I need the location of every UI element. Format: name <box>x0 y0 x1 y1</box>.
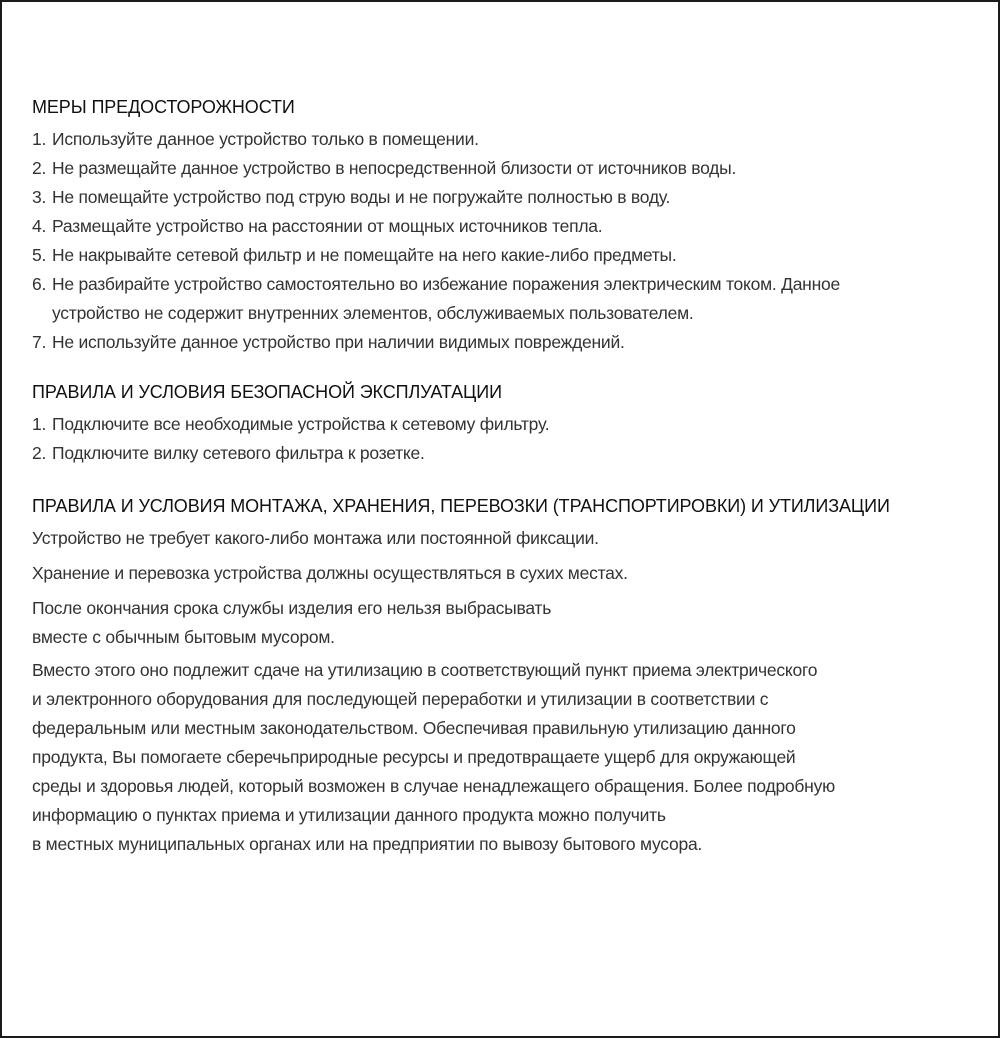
item-number: 3. <box>32 187 47 207</box>
item-text: Используйте данное устройство только в помещении. <box>52 129 479 149</box>
item-text: Не используйте данное устройство при наличии видимых повреждений. <box>52 332 625 352</box>
item-text: Размещайте устройство на расстоянии от мощных источников тепла. <box>52 216 603 236</box>
paragraph <box>32 594 972 652</box>
section-title: МЕРЫ ПРЕДОСТОРОЖНОСТИ <box>32 97 295 117</box>
list-item <box>32 125 972 154</box>
paragraph-line: информацию о пунктах приема и утилизации данного продукта можно получить <box>32 805 666 825</box>
list-item <box>32 183 972 212</box>
item-text: Подключите вилку сетевого фильтра к розетке. <box>52 443 425 463</box>
paragraph <box>32 656 972 859</box>
paragraph-line: вместе с обычным бытовым мусором. <box>32 627 335 647</box>
paragraph-line: федеральным или местным законодательством. Обеспечивая правильную утилизацию данного <box>32 718 796 738</box>
section-title: ПРАВИЛА И УСЛОВИЯ МОНТАЖА, ХРАНЕНИЯ, ПЕРЕВОЗКИ (ТРАНСПОРТИРОВКИ) И УТИЛИЗАЦИИ <box>32 496 890 516</box>
paragraph-line: среды и здоровья людей, который возможен в случае ненадлежащего обращения. Более подробную <box>32 776 835 796</box>
operation-list <box>32 410 972 468</box>
paragraph-line: продукта, Вы помогаете сберечьприродные ресурсы и предотвращаете ущерб для окружающей <box>32 747 796 767</box>
paragraph: Устройство не требует какого-либо монтажа или постоянной фиксации. <box>32 528 599 548</box>
precautions-section <box>32 93 972 357</box>
paragraph: Хранение и перевозка устройства должны осуществляться в сухих местах. <box>32 563 628 583</box>
item-number: 4. <box>32 216 47 236</box>
list-item <box>32 328 972 357</box>
section-title: ПРАВИЛА И УСЛОВИЯ БЕЗОПАСНОЙ ЭКСПЛУАТАЦИИ <box>32 382 502 402</box>
paragraph-line: в местных муниципальных органах или на предприятии по вывозу бытового мусора. <box>32 834 703 854</box>
item-number: 6. <box>32 274 47 294</box>
list-item <box>32 410 972 439</box>
document-content <box>32 93 972 865</box>
installation-storage-disposal-section <box>32 492 972 859</box>
item-number: 7. <box>32 332 47 352</box>
list-item <box>32 212 972 241</box>
list-item <box>32 270 842 328</box>
item-number: 2. <box>32 158 47 178</box>
paragraph-line: Вместо этого оно подлежит сдаче на утилизацию в соответствующий пункт приема электрического <box>32 660 818 680</box>
item-number: 1. <box>32 129 47 149</box>
precautions-list <box>32 125 972 357</box>
item-number: 1. <box>32 414 47 434</box>
safe-operation-section <box>32 378 972 468</box>
item-text: Не размещайте данное устройство в непосредственной близости от источников воды. <box>52 158 737 178</box>
item-text: Не накрывайте сетевой фильтр и не помещайте на него какие-либо предметы. <box>52 245 677 265</box>
item-number: 2. <box>32 443 47 463</box>
item-text: Не разбирайте устройство самостоятельно во избежание поражения электрическим током. Данное устройство не содержит внутренних элементов, обслуживаемых пользователем. <box>52 274 840 323</box>
list-item <box>32 439 972 468</box>
list-item <box>32 154 972 183</box>
paragraph-line: После окончания срока службы изделия его нельзя выбрасывать <box>32 598 552 618</box>
list-item <box>32 241 972 270</box>
item-number: 5. <box>32 245 47 265</box>
item-text: Не помещайте устройство под струю воды и не погружайте полностью в воду. <box>52 187 671 207</box>
paragraph-line: и электронного оборудования для последующей переработки и утилизации в соответствии с <box>32 689 769 709</box>
item-text: Подключите все необходимые устройства к сетевому фильтру. <box>52 414 550 434</box>
